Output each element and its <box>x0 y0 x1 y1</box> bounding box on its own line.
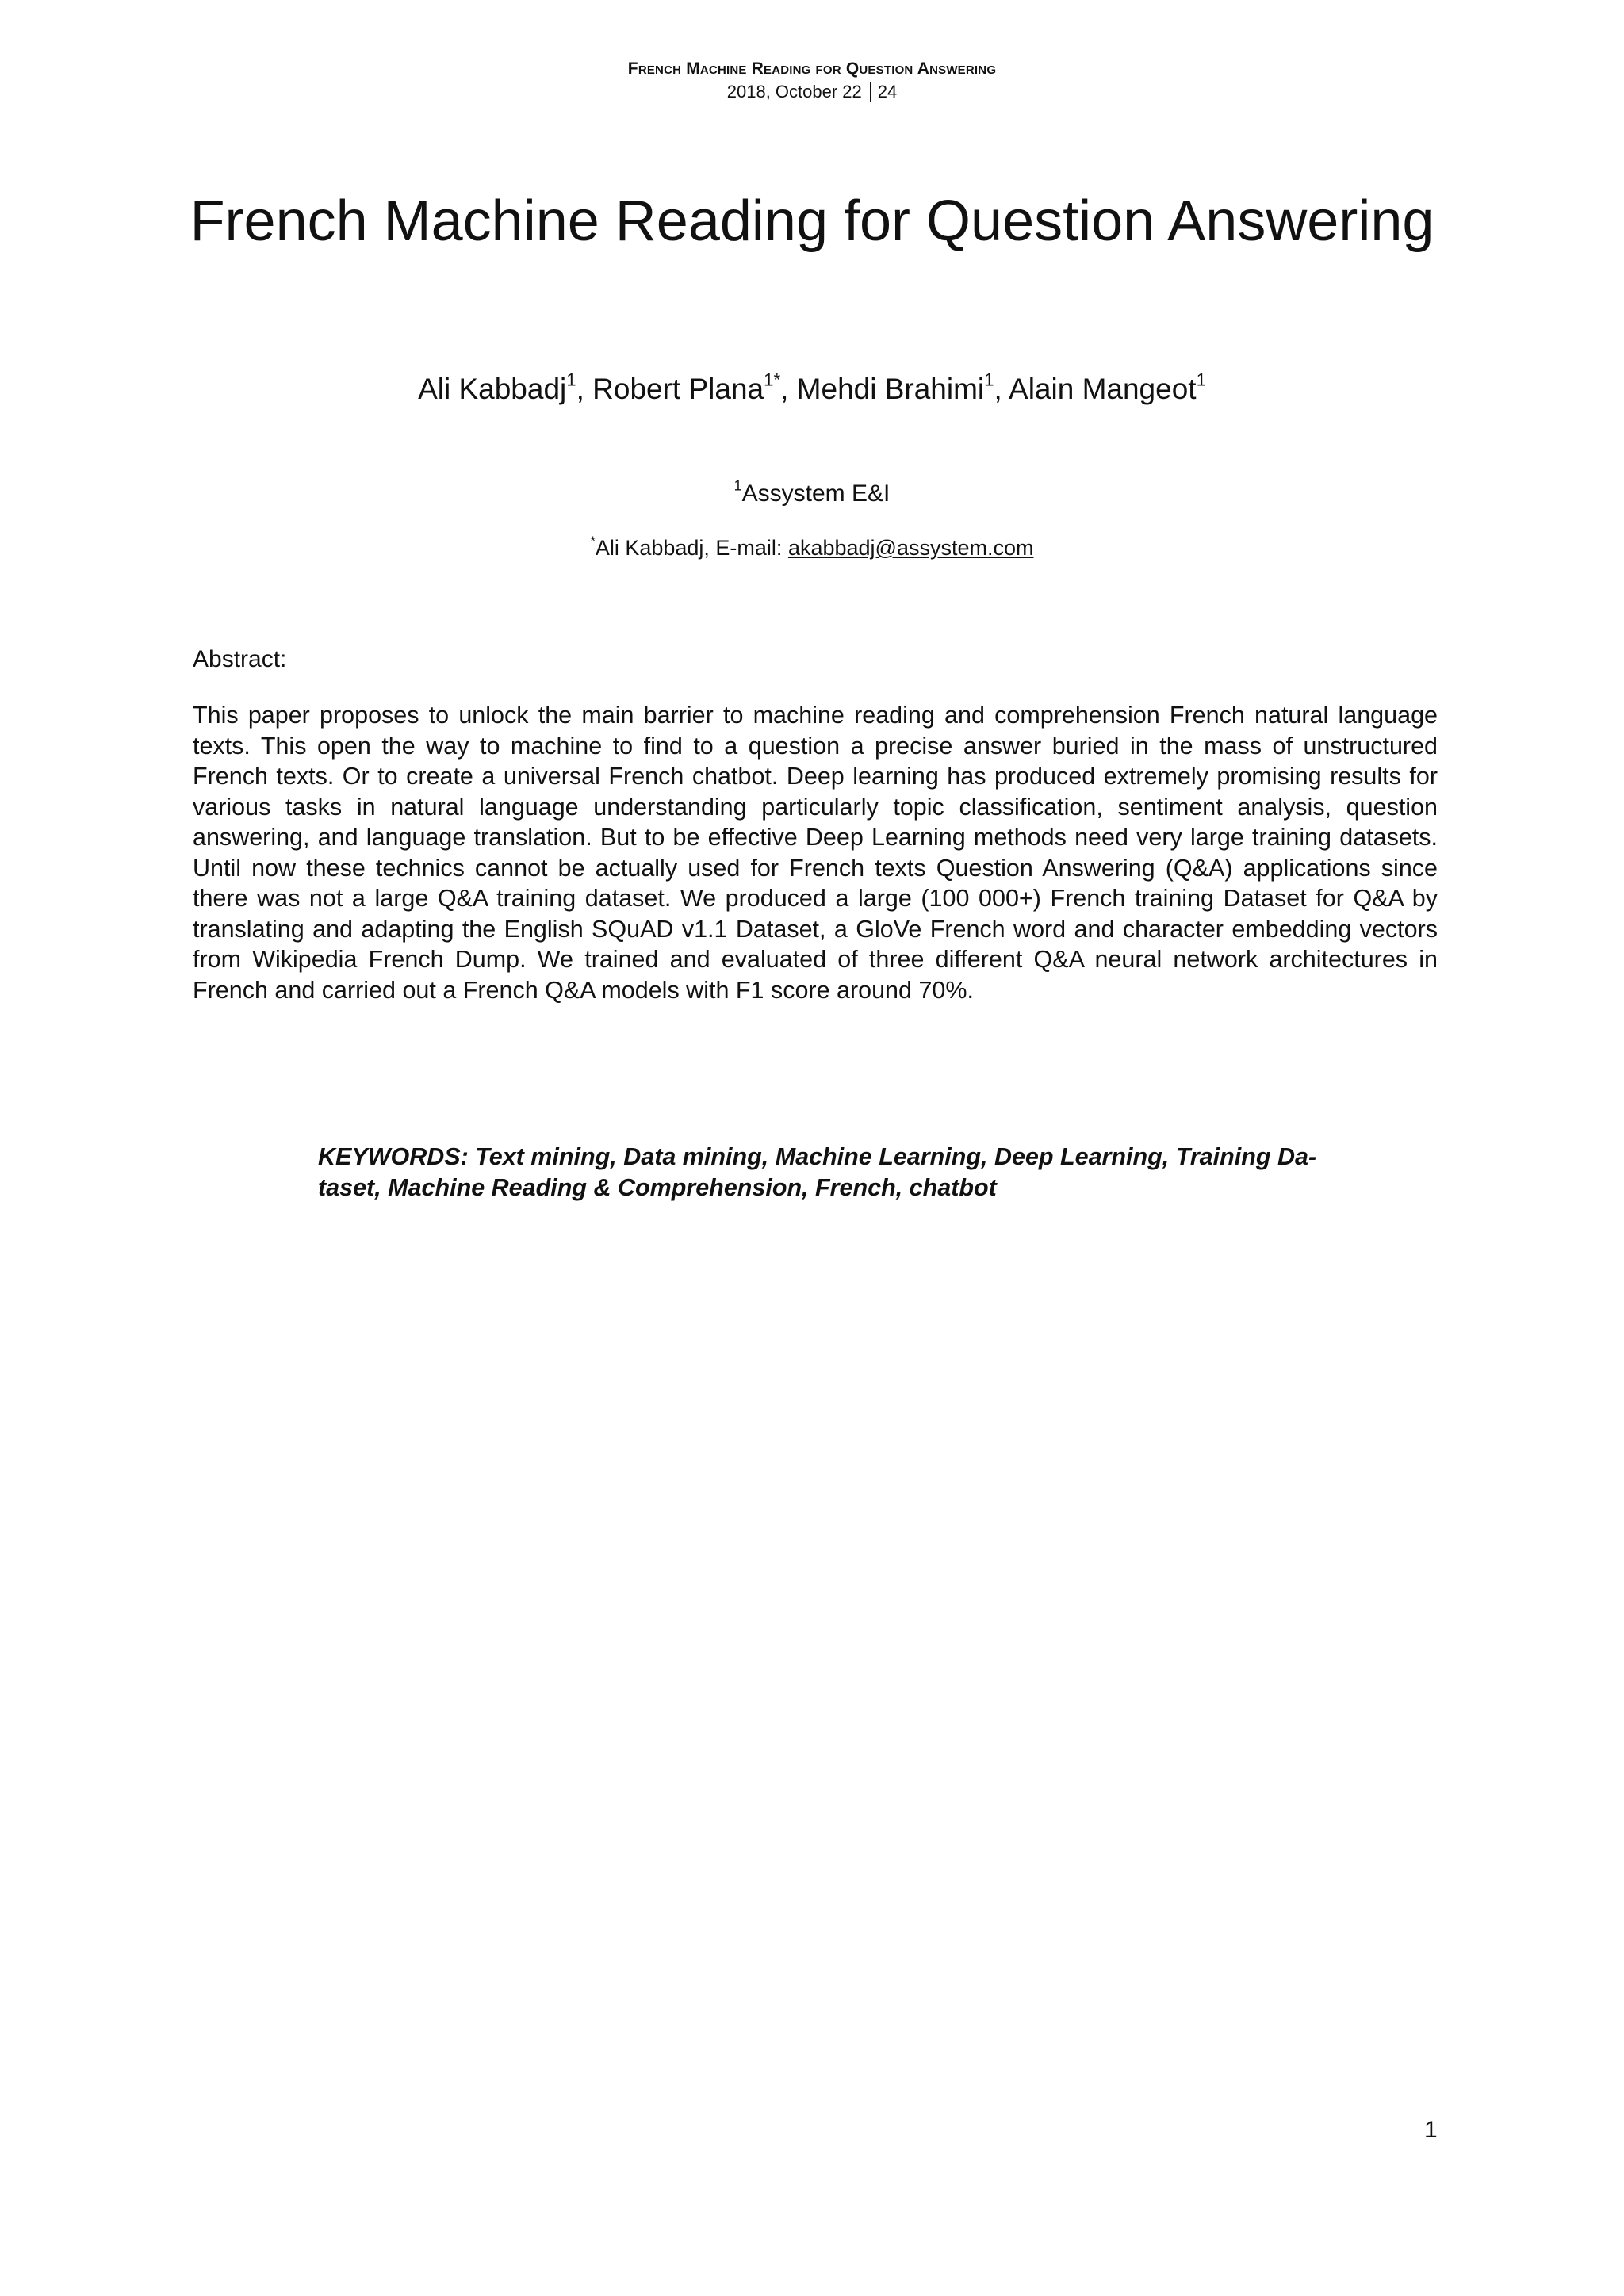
header-separator <box>870 82 871 102</box>
keywords-line: KEYWORDS: Text mining, Data mining, Machine Learning, Deep Learning, Training Da- <box>318 1143 1317 1170</box>
author-name: Alain Mangeot <box>1009 373 1197 405</box>
running-title: French Machine Reading for Question Answering <box>627 59 997 78</box>
affiliation <box>0 477 1624 507</box>
author-name: Mehdi Brahimi <box>796 373 985 405</box>
correspondence-text: Ali Kabbadj, E-mail: <box>595 536 788 560</box>
header-page-total: 24 <box>877 82 898 102</box>
keywords-line: taset, Machine Reading & Comprehension, French, chatbot <box>318 1174 997 1201</box>
author-affiliation-mark: 1 <box>1196 369 1206 390</box>
keywords <box>318 1142 1349 1203</box>
correspondence-mark: * <box>590 534 596 549</box>
author-affiliation-mark: 1 <box>984 369 994 390</box>
abstract-body: This paper proposes to unlock the main barrier to machine reading and comprehension French natural language texts. This open the way to machine to find to a question a precise answer buried in the mass of unstructured French texts. Or to create a universal French chatbot. Deep learning has produced extremely promising results for various tasks in natural language understanding particularly topic classification, sentiment analysis, question answering, and language translation. But to be effective Deep Learning methods need very large training datasets. Until now these technics cannot be actually used for French texts Question Answering (Q&A) applications since there was not a large Q&A training dataset. We produced a large (100 000+) French training Dataset for Q&A by translating and adapting the English SQuAD v1.1 Dataset, a GloVe French word and character embedding vectors from Wikipedia French Dump. We trained and evaluated of three different Q&A neural network architectures in French and carried out a French Q&A models with F1 score around 70%. <box>193 702 1438 1004</box>
author-separator: , <box>994 373 1009 405</box>
running-header <box>0 59 1624 103</box>
page-number: 1 <box>1424 2117 1438 2143</box>
author-name: Robert Plana <box>592 373 764 405</box>
affiliation-mark: 1 <box>733 477 742 494</box>
running-date <box>0 81 1624 103</box>
email-link[interactable]: akabbadj@assystem.com <box>787 536 1034 560</box>
affiliation-name: Assystem E&I <box>741 480 891 507</box>
author-separator: , <box>780 373 797 405</box>
header-date: 2018, October 22 <box>726 82 862 102</box>
abstract-heading: Abstract: <box>193 646 287 672</box>
author-list <box>0 369 1624 406</box>
paper-title: French Machine Reading for Question Answering <box>190 189 1434 253</box>
author-affiliation-mark: 1 <box>566 369 576 390</box>
author-affiliation-mark: 1* <box>764 369 781 390</box>
author-separator: , <box>576 373 593 405</box>
correspondence <box>0 536 1624 561</box>
author-name: Ali Kabbadj <box>418 373 567 405</box>
